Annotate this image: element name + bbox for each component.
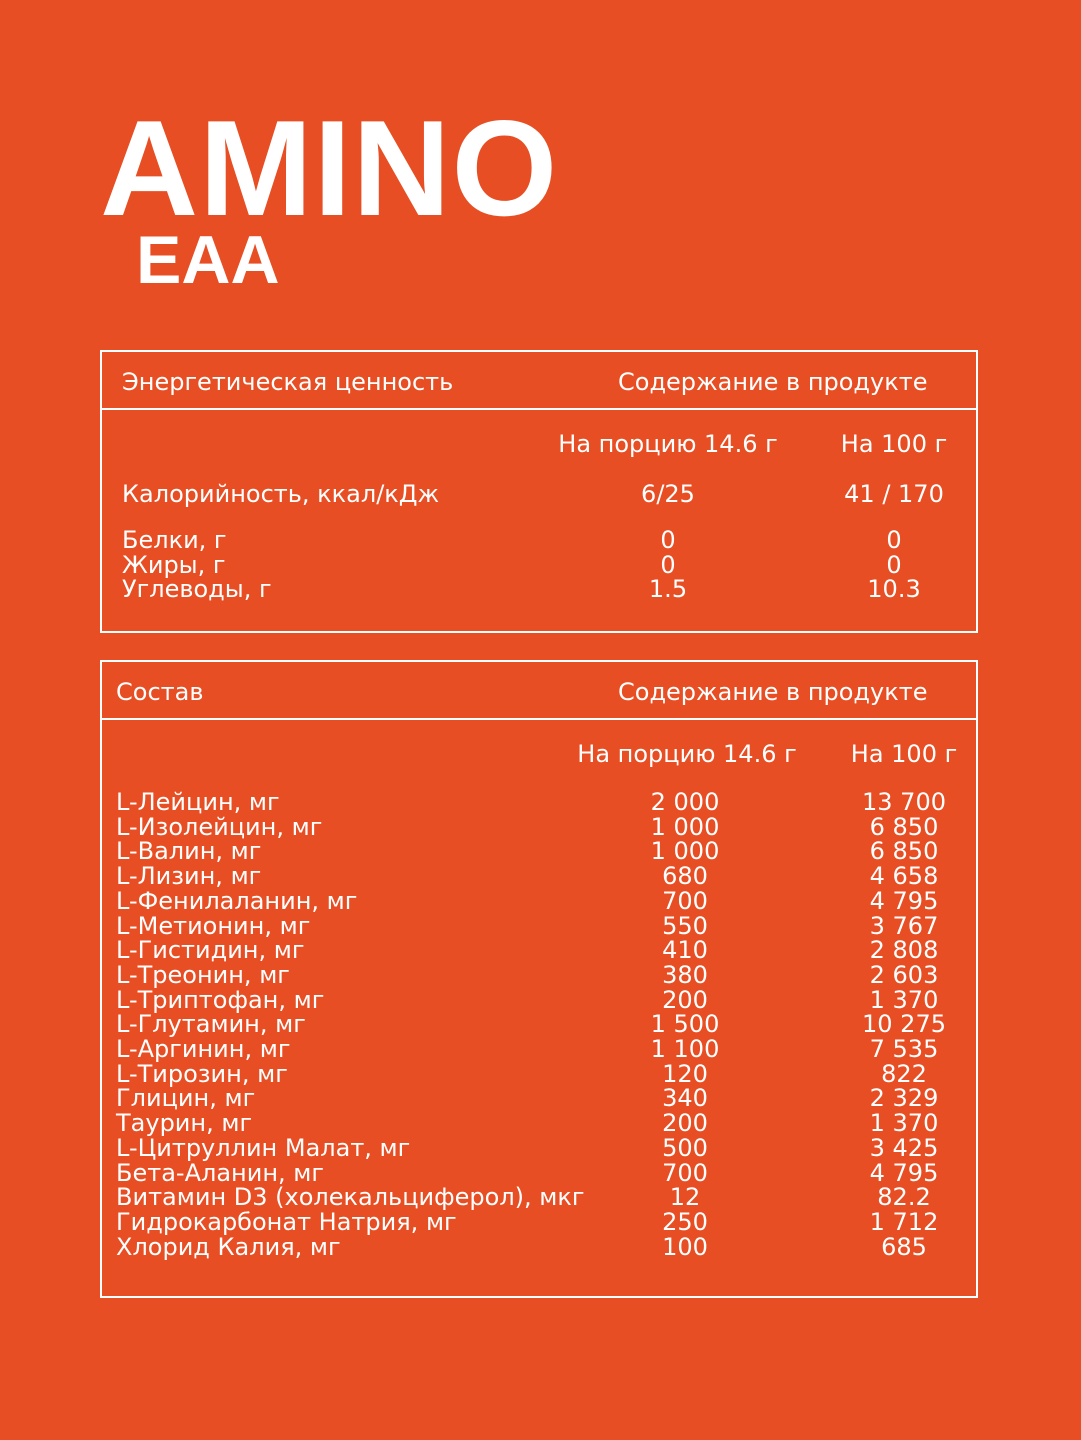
row-label: Углеводы, г [122,575,272,604]
table-row [102,812,976,841]
table-row [102,550,976,579]
energy-table-header [102,352,976,410]
row-label: L-Лейцин, мг [116,788,280,816]
row-100g-value: 4 795 [869,886,939,915]
row-label: L-Валин, мг [116,837,262,866]
row-100g-value: 3 767 [869,911,939,940]
row-100g-value: 2 603 [869,960,939,989]
row-label: L-Изолейцин, мг [116,812,323,841]
energy-col-100g: На 100 г [840,430,948,458]
row-portion-value: 2 000 [650,788,720,816]
row-100g-value: 1 370 [869,1109,939,1138]
table-row [102,911,976,940]
table-row [102,528,976,553]
row-label: Глицин, мг [116,1084,256,1113]
row-portion-value: 200 [662,1109,708,1138]
row-100g-value: 7 535 [869,1035,939,1063]
table-row [102,1059,976,1088]
row-portion-value: 12 [669,1183,701,1212]
row-100g-value: 4 658 [869,862,939,891]
row-100g-value: 13 700 [862,788,946,816]
product-subtitle: EAA [136,222,280,298]
row-100g-value: 1 370 [869,985,939,1014]
row-100g-value: 0 [886,550,902,579]
row-portion-value: 550 [662,911,708,940]
table-row [102,938,976,963]
row-portion-value: 200 [662,985,708,1014]
row-label: Хлорид Калия, мг [116,1232,341,1261]
table-row [102,1207,976,1236]
composition-col-100g: На 100 г [850,740,958,768]
composition-table-header [102,662,976,720]
table-row [102,839,976,864]
row-label: L-Глутамин, мг [116,1010,306,1039]
row-label: Жиры, г [122,550,226,579]
row-100g-value: 10 275 [862,1010,946,1039]
row-label: L-Лизин, мг [116,862,262,891]
table-row [102,1012,976,1037]
row-label: L-Фенилаланин, мг [116,886,358,915]
table-row [102,960,976,989]
row-portion-value: 340 [662,1084,708,1113]
row-100g-value: 1 712 [869,1207,939,1236]
row-label: L-Цитруллин Малат, мг [116,1133,411,1162]
row-portion-value: 1.5 [648,575,688,604]
row-portion-value: 1 100 [650,1035,720,1063]
energy-table [100,350,978,633]
row-100g-value: 10.3 [867,575,921,604]
row-100g-value: 2 329 [869,1084,939,1113]
table-row [102,790,976,815]
row-100g-value: 0 [886,526,902,554]
table-row [102,1232,976,1261]
composition-col-portion: На порцию 14.6 г [577,740,797,768]
row-100g-value: 6 850 [869,837,939,866]
calories-portion: 6/25 [641,480,695,508]
row-100g-value: 82.2 [877,1183,931,1212]
row-label: L-Треонин, мг [116,960,290,989]
row-label: Гидрокарбонат Натрия, мг [116,1207,457,1236]
row-portion-value: 1 000 [650,812,720,841]
row-portion-value: 100 [662,1232,708,1261]
row-label: L-Аргинин, мг [116,1035,291,1063]
composition-header-label: Состав [116,678,204,706]
row-portion-value: 410 [662,936,708,965]
composition-table [100,660,978,1298]
row-100g-value: 4 795 [869,1158,939,1187]
table-row [102,864,976,889]
row-label: L-Тирозин, мг [116,1059,288,1088]
table-row [102,1086,976,1111]
row-100g-value: 6 850 [869,812,939,841]
row-label: Белки, г [122,526,227,554]
row-label: L-Метионин, мг [116,911,311,940]
calories-label: Калорийность, ккал/кДж [122,480,440,508]
row-portion-value: 120 [662,1059,708,1088]
table-row [102,1111,976,1136]
row-portion-value: 380 [662,960,708,989]
product-title: AMINO [100,92,559,244]
row-label: Бета-Аланин, мг [116,1158,324,1187]
row-portion-value: 0 [660,526,676,554]
row-portion-value: 700 [662,1158,708,1187]
row-portion-value: 700 [662,886,708,915]
table-row [102,985,976,1014]
table-row [102,1133,976,1162]
energy-col-portion: На порцию 14.6 г [558,430,778,458]
row-portion-value: 680 [662,862,708,891]
energy-header-label: Энергетическая ценность [122,368,454,396]
table-row [102,577,976,602]
row-portion-value: 1 500 [650,1010,720,1039]
row-100g-value: 3 425 [869,1133,939,1162]
row-label: L-Триптофан, мг [116,985,325,1014]
table-row [102,1037,976,1062]
table-row [102,1185,976,1210]
row-label: L-Гистидин, мг [116,936,305,965]
row-label: Таурин, мг [116,1109,253,1138]
composition-header-content: Содержание в продукте [618,678,928,706]
calories-100g: 41 / 170 [844,480,944,508]
row-100g-value: 685 [881,1232,927,1261]
row-portion-value: 1 000 [650,837,720,866]
table-row [102,886,976,915]
row-portion-value: 250 [662,1207,708,1236]
row-100g-value: 2 808 [869,936,939,965]
table-row [102,1158,976,1187]
row-100g-value: 822 [881,1059,927,1088]
energy-header-content: Содержание в продукте [618,368,928,396]
row-portion-value: 500 [662,1133,708,1162]
row-portion-value: 0 [660,550,676,579]
row-label: Витамин D3 (холекальциферол), мкг [116,1183,585,1212]
